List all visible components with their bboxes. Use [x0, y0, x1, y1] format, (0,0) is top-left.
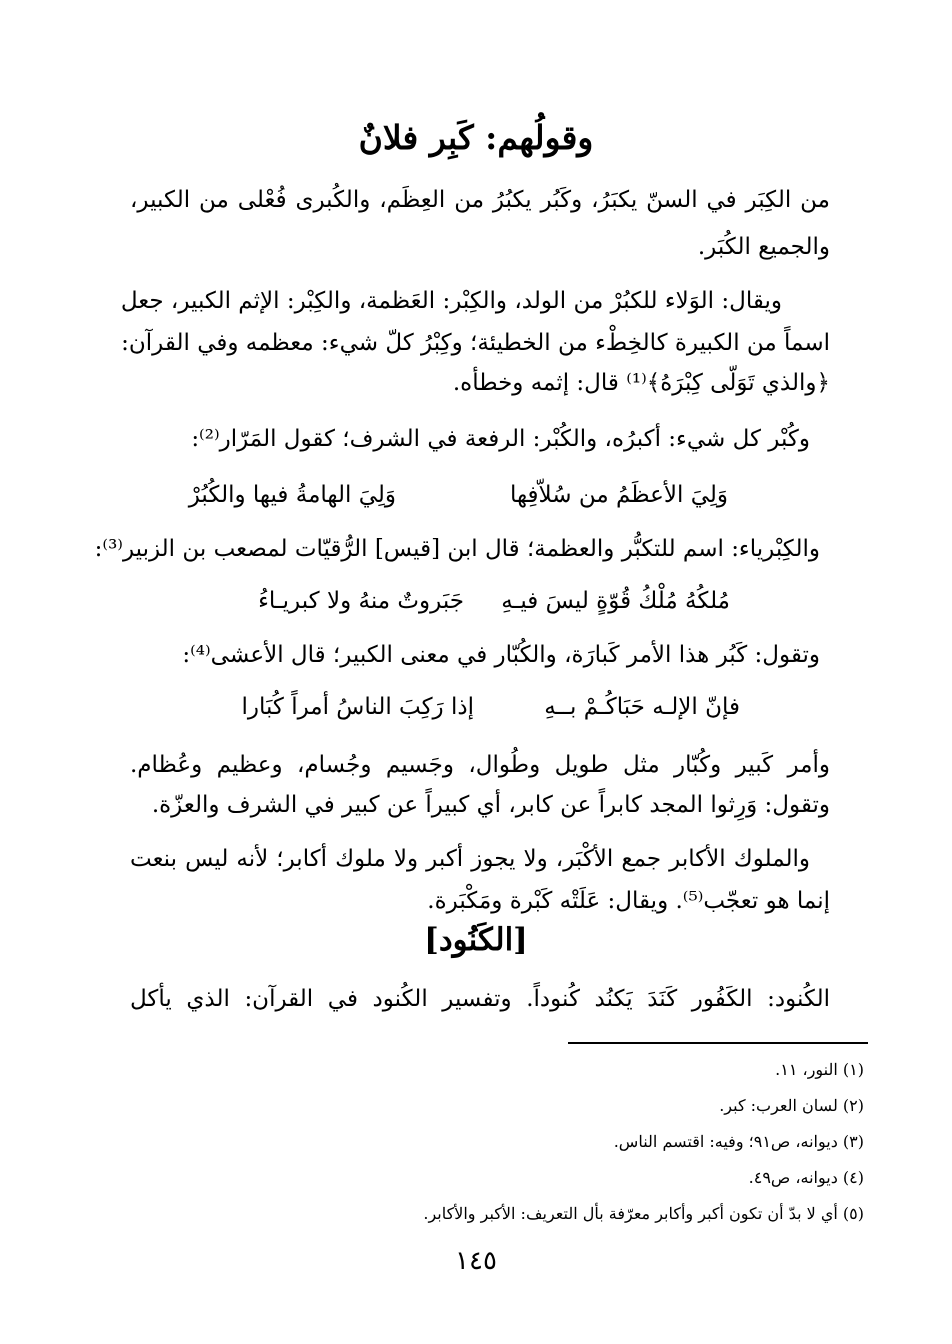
section-heading: [الكَنُود]	[424, 922, 528, 958]
verse-first-hemistich: فإنّ الإلـه حَبَاكُـمْ بــهِ	[544, 694, 740, 720]
verse-second-hemistich: جَبَروتٌ منهُ ولا كبريـاءُ	[258, 588, 464, 614]
text-line: اسماً من الكبيرة كالخِطْء من الخطيئة؛ وكِبْرُ كلّ شيء: معظمه وفي القرآن:	[121, 330, 830, 356]
footnote-divider	[568, 1042, 868, 1044]
text-line: والملوك الأكابر جمع الأكْبَر، ولا يجوز أكبر ولا ملوك أكابر؛ لأنه ليس بنعت	[130, 846, 810, 872]
page-number: ١٤٥	[455, 1246, 497, 1276]
text-line: والجميع الكُبَر.	[697, 234, 830, 260]
verse-first-hemistich: وَلِيَ الأعظَمُ من سُلاّفِها	[509, 482, 728, 508]
text-line: إنما هو تعجّب⁽⁵⁾. ويقال: عَلَتْه كَبْرة ومَكْبَرة.	[427, 888, 830, 914]
text-line: وتقول: كَبُر هذا الأمر كَبارَة، والكُبّار في معنى الكبير؛ قال الأعشى⁽⁴⁾:	[182, 642, 820, 668]
verse-first-hemistich: مُلكُهُ مُلْكُ قُوّةٍ ليسَ فيـهِ	[501, 588, 730, 614]
text-line: والكِبْرياء: اسم للتكبُّر والعظمة؛ قال ابن [قيس] الرُّقيّات لمصعب بن الزبير⁽³⁾:	[94, 536, 820, 562]
quran-quote-line: ﴿والذي تَوَلّى كِبْرَهُ﴾⁽¹⁾ قال: إثمه وخطأه.	[452, 370, 830, 396]
verse-second-hemistich: وَلِيَ الهامةُ فيها والكُبُرْ	[188, 482, 396, 508]
footnote: (٢) لسان العرب: كبر.	[719, 1096, 864, 1115]
text-line: ويقال: الوَلاء للكبُرْ من الولد، والكِبْر: العَظمة، والكِبْر: الإثم الكبير، جعل	[120, 288, 782, 314]
text-line: وأمر كَبير وكُبّار مثل طويل وطُوال، وجَسيم وجُسام، وعظيم وعُظام.	[130, 752, 830, 778]
text-line: الكُنود: الكَفُور كَنَدَ يَكنُد كُنوداً. وتفسير الكُنود في القرآن: الذي يأكل	[130, 986, 830, 1012]
footnote: (١) النور، ١١.	[775, 1060, 864, 1079]
main-heading: وقولُهم: كَبِر فلانٌ	[358, 118, 594, 157]
text-line: من الكِبَر في السنّ يكبَرُ، وكَبُر يكبُرُ من العِظَم، والكُبرى فُعْلى من الكبير،	[130, 187, 830, 213]
text-line: وتقول: وَرِثوا المجد كابراً عن كابر، أي كبيراً عن كبير في الشرف والعزّة.	[151, 792, 830, 818]
footnote: (٣) ديوانه، ص٩١؛ وفيه: اقتسم الناس.	[613, 1132, 864, 1151]
footnote: (٤) ديوانه، ص٤٩.	[748, 1168, 864, 1187]
text-line: وكُبْر كل شيء: أكبرُه، والكُبْر: الرفعة في الشرف؛ كقول المَرّار⁽²⁾:	[191, 426, 810, 452]
footnote: (٥) أي لا بدّ أن تكون أكبر وأكابر معرّفة بأل التعريف: الأكبر والأكابر.	[423, 1204, 864, 1223]
verse-second-hemistich: إذا رَكِبَ الناسُ أمراً كُبَارا	[241, 694, 474, 720]
